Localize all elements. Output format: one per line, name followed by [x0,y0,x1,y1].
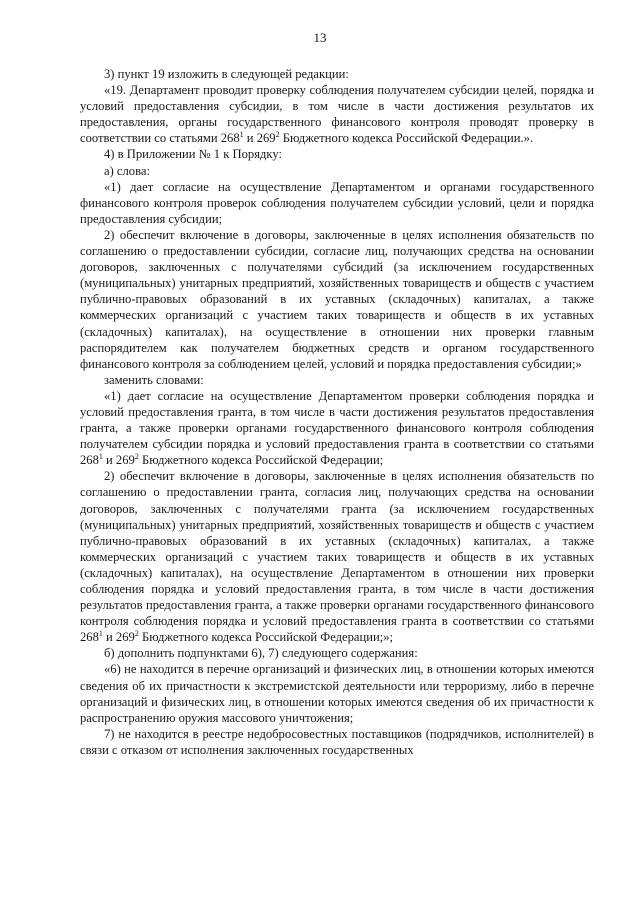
paragraph-text: 2) обеспечит включение в договоры, заключенные в целях исполнения обязательств по соглашению о предоставлении гранта, согласия лиц, получающих средства на основании договоров, заключенных с получателями гранта (за исключением государственных (муниципальных) унитарных предприятий, хозяйственных товариществ и обществ с участием публично-правовых образований в их уставных (складочных) капиталах, а также коммерческих организаций с участием таких товариществ и обществ в их уставных (складочных) капиталах), на осуществление Департаментом в отношении них проверки соблюдения порядка и условий предоставления гранта, в том числе в части достижения результатов предоставления гранта, а также проверки органами государственного финансового контроля соблюдения порядка и условий предоставления гранта в соответствии со статьями 268 [80,469,594,645]
paragraph: «1) дает согласие на осуществление Департаментом и органами государственного финансового контроля проверок соблюдения получателем субсидии условий, цели и порядка предоставления субсидии; [80,179,594,226]
paragraph: 2) обеспечит включение в договоры, заключенные в целях исполнения обязательств по соглашению о предоставлении субсидии, согласие лиц, получающих средства на основании договоров, заключенных с получателями субсидий (за исключением государственных (муниципальных) унитарных предприятий, хозяйственных товариществ и обществ с участием публично-правовых образований в их уставных (складочных) капиталах, а также коммерческих организаций с участием таких товариществ и обществ в их уставных (складочных) капиталах), на осуществление в отношении них проверки главным распорядителем как получателем бюджетных средств и органом государственного финансового контроля за соблюдением целей, условий и порядка предоставления субсидии;» [80,227,594,371]
paragraph [80,82,594,146]
paragraph: заменить словами: [104,372,204,387]
paragraph: 3) пункт 19 изложить в следующей редакции: [104,67,349,81]
article-superscript: 1 [98,452,103,462]
paragraph: 7) не находится в реестре недобросовестных поставщиков (подрядчиков, исполнителей) в связи с отказом от исполнения заключенных государственных [80,726,594,757]
paragraph [80,388,594,468]
paragraph-text: и 269 [102,630,135,645]
article-superscript: 1 [239,130,244,140]
article-superscript: 2 [134,452,139,462]
paragraph-text: Бюджетного кодекса Российской Федерации.». [279,131,534,146]
article-superscript: 2 [275,130,280,140]
paragraph: а) слова: [104,163,150,178]
article-superscript: 1 [98,629,103,639]
paragraph-text: и 269 [243,131,276,146]
paragraph-text: Бюджетного кодекса Российской Федерации;»; [138,630,394,645]
paragraph-text: Бюджетного кодекса Российской Федерации; [138,453,384,468]
article-superscript: 2 [134,629,139,639]
paragraph-text: «1) дает согласие на осуществление Департаментом проверки соблюдения порядка и условий предоставления гранта, в том числе в части достижения результатов предоставления гранта, а также проверки органами государственного финансового контроля соблюдения получателем субсидии порядка и условий предоставления гранта в соответствии со статьями 268 [80,388,594,468]
page-number: 13 [313,30,327,45]
document-body [80,66,594,758]
paragraph: б) дополнить подпунктами 6), 7) следующего содержания: [104,646,418,661]
paragraph-text: и 269 [102,453,135,468]
paragraph: 4) в Приложении № 1 к Порядку: [104,147,282,162]
paragraph-text: «19. Департамент проводит проверку соблюдения получателем субсидии целей, порядка и условий предоставления субсидии, в том числе в части достижения результатов их предоставления, органы государственного финансового контроля проводят проверку в соответствии со статьями 268 [80,83,594,146]
paragraph [80,468,594,645]
paragraph: «6) не находится в перечне организаций и физических лиц, в отношении которых имеются сведения об их причастности к экстремистской деятельности или терроризму, либо в перечне организаций и физических лиц, в отношении которых имеются сведения об их причастности к распространению оружия массового уничтожения; [80,662,594,725]
